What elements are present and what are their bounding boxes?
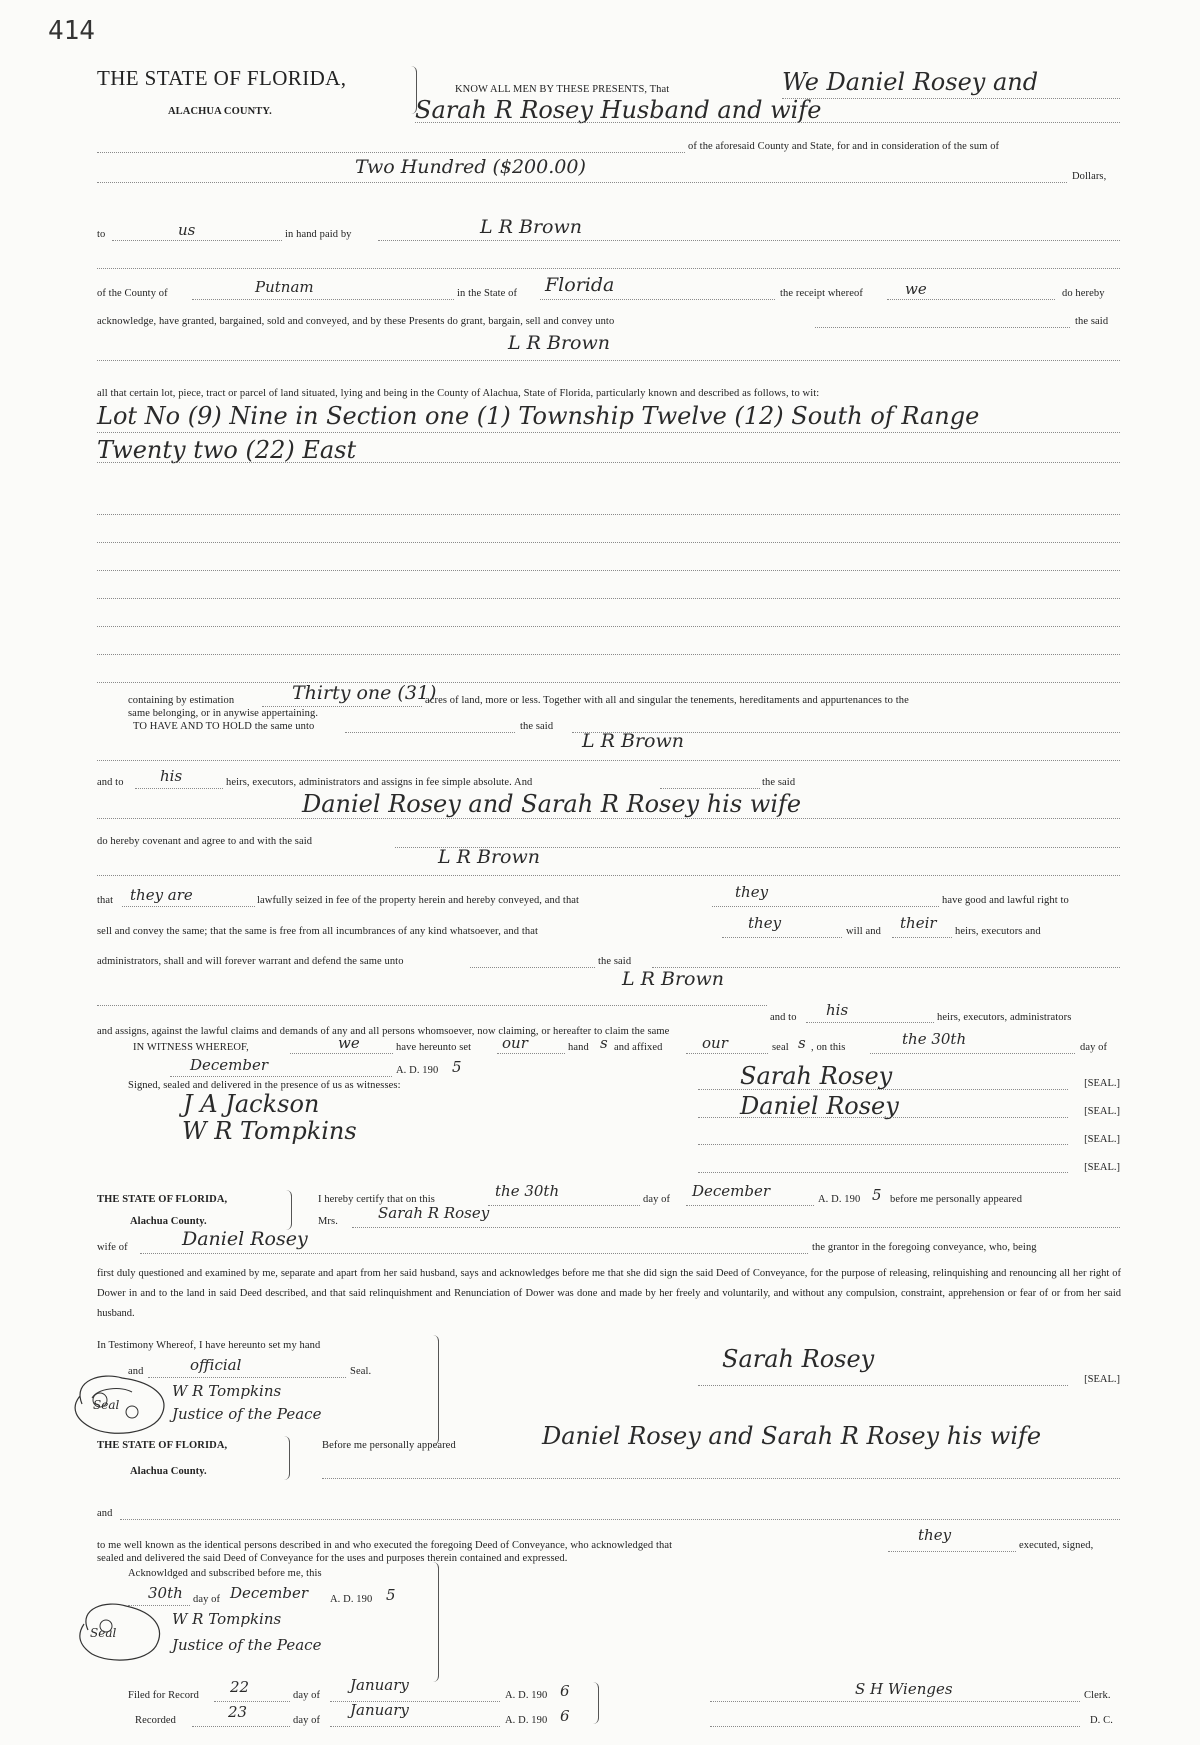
his-value-2: his: [826, 1001, 849, 1019]
notary-seal-icon: [62, 1368, 182, 1440]
heirs-tail-text: heirs, executors, administrators: [937, 1012, 1072, 1023]
land-desc-1: Lot No (9) Nine in Section one (1) Township Twelve (12) South of Range: [97, 402, 980, 430]
grantor-name-2: Sarah R Rosey Husband and wife: [415, 96, 822, 124]
dower-seal-label: [SEAL.]: [1084, 1374, 1120, 1385]
official-title-2: Justice of the Peace: [172, 1636, 322, 1654]
grantee-name-1: L R Brown: [508, 332, 610, 354]
right-text: have good and lawful right to: [942, 895, 1069, 906]
official-value: official: [190, 1356, 242, 1374]
heirs-exec-text: heirs, executors and: [955, 926, 1041, 937]
our-value: our: [502, 1034, 528, 1052]
habendum-the-said: the said: [520, 721, 554, 732]
witness-ad: A. D. 190: [396, 1065, 439, 1076]
certify-text: I hereby certify that on this: [318, 1194, 435, 1205]
estimation-label: containing by estimation: [128, 695, 235, 706]
heirs-text: heirs, executors, administrators and assigns in fee simple absolute. And: [226, 777, 533, 788]
rec-month: January: [350, 1701, 409, 1719]
grantors-names: Daniel Rosey and Sarah R Rosey his wife: [302, 790, 802, 818]
appertaining-text: same belonging, or in anywise appertaining.: [128, 708, 319, 719]
rec-day-of: day of: [293, 1715, 321, 1726]
ack-county: Alachua County.: [130, 1466, 207, 1477]
grant-text: acknowledge, have granted, bargained, sold and conveyed, and by these Presents do grant, bargain, sell and convey unto: [97, 316, 615, 327]
filed-month: January: [350, 1676, 409, 1694]
grantor-name-1: We Daniel Rosey and: [782, 68, 1039, 96]
our2-value: our: [702, 1034, 728, 1052]
covenant-text: do hereby covenant and agree to and with the said: [97, 836, 313, 847]
witness-day: the 30th: [902, 1030, 967, 1048]
they-value-1: they: [735, 883, 769, 901]
clerk-label: Clerk.: [1084, 1690, 1111, 1701]
intro-text: KNOW ALL MEN BY THESE PRESENTS, That: [455, 84, 670, 95]
that-label: that: [97, 895, 114, 906]
and-to-label: and to: [97, 777, 124, 788]
have-set-text: have hereunto set: [396, 1042, 472, 1053]
seized-text: lawfully seized in fee of the property herein and hereby conveyed, and that: [257, 895, 580, 906]
filed-year: 6: [560, 1682, 570, 1700]
ack-before-text: Before me personally appeared: [322, 1440, 456, 1451]
grantee-name-2: L R Brown: [582, 730, 684, 752]
page-number: 414: [48, 16, 95, 46]
seal-label-4: [SEAL.]: [1084, 1162, 1120, 1173]
signed-text: Signed, sealed and delivered in the presence of us as witnesses:: [128, 1080, 401, 1091]
header-county: ALACHUA COUNTY.: [168, 106, 272, 117]
do-hereby-label: do hereby: [1062, 288, 1105, 299]
hand-label: hand: [568, 1042, 589, 1053]
ack-and: and: [97, 1508, 113, 1519]
seal-stamp-2: Seal: [90, 1626, 117, 1640]
in-state-label: in the State of: [457, 288, 518, 299]
state-value: Florida: [545, 274, 615, 296]
wife-of-label: wife of: [97, 1242, 128, 1253]
ack-they: they: [918, 1526, 952, 1544]
they-are-value: they are: [130, 886, 193, 904]
ack-subscribed: Acknowldged and subscribed before me, this: [128, 1568, 322, 1579]
admin-the-said: the said: [598, 956, 632, 967]
acres-value: Thirty one (31): [292, 682, 437, 704]
ack-month: December: [230, 1584, 309, 1602]
dower-state: THE STATE OF FLORIDA,: [97, 1194, 228, 1205]
mrs-value: Sarah R Rosey: [378, 1204, 490, 1222]
dower-signature: Sarah Rosey: [722, 1345, 875, 1373]
will-and-text: will and: [846, 926, 881, 937]
land-desc-2: Twenty two (22) East: [97, 436, 357, 464]
witness-year: 5: [452, 1058, 462, 1076]
and-to-2-label: and to: [770, 1012, 797, 1023]
recorded-label: Recorded: [135, 1715, 177, 1726]
receipt-label: the receipt whereof: [780, 288, 863, 299]
grant-the-said: the said: [1075, 316, 1109, 327]
testimony-text: In Testimony Whereof, I have hereunto set my hand: [97, 1340, 321, 1351]
consideration-amount: Two Hundred ($200.00): [355, 156, 586, 178]
heirs-the-said: the said: [762, 777, 796, 788]
dollars-label: Dollars,: [1072, 171, 1107, 182]
ack-day-of: day of: [193, 1594, 221, 1605]
witness-1-signature: J A Jackson: [183, 1090, 320, 1118]
dower-day-of: day of: [643, 1194, 671, 1205]
filed-day-of: day of: [293, 1690, 321, 1701]
seal-label-2: [SEAL.]: [1084, 1106, 1120, 1117]
dower-year: 5: [872, 1186, 882, 1204]
dc-label: D. C.: [1090, 1715, 1113, 1726]
affixed-text: and affixed: [614, 1042, 663, 1053]
witness-2-signature: W R Tompkins: [182, 1117, 357, 1145]
rec-year: 6: [560, 1707, 570, 1725]
grantee-name-4: L R Brown: [622, 968, 724, 990]
his-value: his: [160, 767, 183, 785]
dower-day: the 30th: [495, 1182, 560, 1200]
seal-s-value: s: [798, 1034, 806, 1052]
habendum-text: TO HAVE AND TO HOLD the same unto: [133, 721, 315, 732]
official-signature-2: W R Tompkins: [172, 1610, 282, 1628]
of-county-label: of the County of: [97, 288, 168, 299]
before-text: before me personally appeared: [890, 1194, 1023, 1205]
clerk-signature: S H Wienges: [855, 1680, 953, 1698]
consideration-text: of the aforesaid County and State, for and in consideration of the sum of: [688, 141, 1000, 152]
filed-ad: A. D. 190: [505, 1690, 548, 1701]
ack-executed: executed, signed,: [1019, 1540, 1094, 1551]
ack-state: THE STATE OF FLORIDA,: [97, 1440, 228, 1451]
ack-year: 5: [386, 1586, 396, 1604]
sell-text: sell and convey the same; that the same is free from all incumbrances of any kind whatsoever, and that: [97, 926, 539, 937]
ack-text-1: to me well known as the identical persons described in and who executed the foregoing Deed of Conveyance, who acknowledged that: [97, 1540, 673, 1551]
witness-month: December: [190, 1056, 269, 1074]
dower-month: December: [692, 1182, 771, 1200]
ack-parties: Daniel Rosey and Sarah R Rosey his wife: [542, 1422, 1042, 1450]
their-value: their: [900, 914, 937, 932]
official-title-1: Justice of the Peace: [172, 1405, 322, 1423]
ack-ad: A. D. 190: [330, 1594, 373, 1605]
on-this-text: , on this: [811, 1042, 846, 1053]
husband-name: Daniel Rosey: [182, 1228, 308, 1250]
to-value: us: [178, 221, 196, 239]
header-state: THE STATE OF FLORIDA,: [97, 66, 347, 90]
grantee-name-3: L R Brown: [438, 846, 540, 868]
hand-s-value: s: [600, 1034, 608, 1052]
in-witness-label: IN WITNESS WHEREOF,: [133, 1042, 249, 1053]
rec-day: 23: [228, 1703, 248, 1721]
to-label: to: [97, 229, 106, 240]
day-of-label: day of: [1080, 1042, 1108, 1053]
dower-paragraph: first duly questioned and examined by me, separate and apart from her said husband, says and acknowledges before me that she did sign the said Deed of Conveyance, for the purpose of releasing, relinquishing and renouncing all her right of Dower in and to the land in said Deed described, and that said relinquishment and Renunciation of Dower was done and made by her freely and voluntarily, and without any compulsion, constraint, apprehension or fear of or from her said husband.: [97, 1268, 1121, 1319]
mrs-label: Mrs.: [318, 1216, 338, 1227]
ack-text-2: sealed and delivered the said Deed of Conveyance for the uses and purposes therein contained and expressed.: [97, 1553, 568, 1564]
they-value-2: they: [748, 914, 782, 932]
grantor-signature-1: Sarah Rosey: [740, 1062, 893, 1090]
land-text: all that certain lot, piece, tract or parcel of land situated, lying and being in the County of Alachua, State of Florida, particularly known and described as follows, to wit:: [97, 388, 820, 399]
official-signature-1: W R Tompkins: [172, 1382, 282, 1400]
testimony-seal: Seal.: [350, 1366, 372, 1377]
seal-label-text: seal: [772, 1042, 789, 1053]
rec-ad: A. D. 190: [505, 1715, 548, 1726]
estimation-text: acres of land, more or less. Together with all and singular the tenements, hereditaments and appurtenances to the: [425, 695, 909, 706]
paid-by-label: in hand paid by: [285, 229, 352, 240]
seal-stamp-1: Seal: [93, 1398, 120, 1412]
testimony-and: and: [128, 1366, 144, 1377]
admin-text: administrators, shall and will forever warrant and defend the same unto: [97, 956, 404, 967]
notary-seal-icon-2: [70, 1596, 170, 1666]
seal-label-3: [SEAL.]: [1084, 1134, 1120, 1145]
receipt-value: we: [905, 280, 927, 298]
payer-name: L R Brown: [480, 216, 582, 238]
dower-county: Alachua County.: [130, 1216, 207, 1227]
filed-day: 22: [230, 1678, 250, 1696]
ack-day: 30th: [148, 1584, 183, 1602]
assigns-text: and assigns, against the lawful claims and demands of any and all persons whomsoever, now claiming, or hereafter to claim the same: [97, 1026, 670, 1037]
grantor-text: the grantor in the foregoing conveyance, who, being: [812, 1242, 1037, 1253]
seal-label-1: [SEAL.]: [1084, 1078, 1120, 1089]
filed-label: Filed for Record: [128, 1690, 199, 1701]
county-value: Putnam: [255, 278, 314, 296]
we-value: we: [338, 1034, 360, 1052]
dower-ad: A. D. 190: [818, 1194, 861, 1205]
grantor-signature-2: Daniel Rosey: [740, 1092, 899, 1120]
